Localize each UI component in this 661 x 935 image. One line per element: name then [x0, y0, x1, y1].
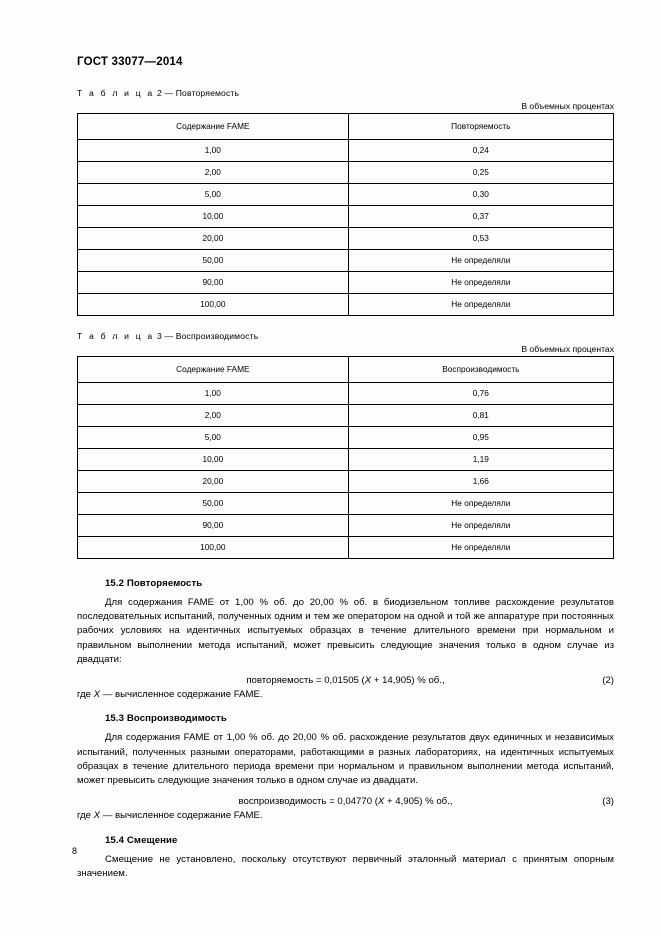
cell-repeatability: 0,37 — [348, 206, 613, 228]
table-repeatability — [77, 113, 614, 316]
cell-fame-content: 20,00 — [78, 471, 349, 493]
table-row — [78, 383, 614, 405]
cell-fame-content: 90,00 — [78, 515, 349, 537]
section-heading-15-3: 15.3 Воспроизводимость — [105, 713, 227, 725]
cell-fame-content: 1,00 — [78, 140, 349, 162]
table-row — [78, 449, 614, 471]
column-header-reproducibility: Воспроизводимость — [348, 357, 613, 383]
where-variable: X — [93, 689, 101, 701]
where-prefix: где — [77, 810, 94, 822]
table-row — [78, 228, 614, 250]
table-2-caption — [77, 88, 614, 98]
cell-fame-content: 2,00 — [78, 162, 349, 184]
table-3-caption-dash: — — [164, 331, 174, 341]
formula-3 — [77, 795, 614, 809]
where-prefix: где — [77, 689, 94, 701]
cell-fame-content: 1,00 — [78, 383, 349, 405]
table-header-row — [78, 357, 614, 383]
where-suffix: — вычисленное содержание FAME. — [100, 810, 263, 822]
table-3-units: В объемных процентах — [521, 344, 614, 354]
table-3-caption-title: Воспроизводимость — [175, 331, 259, 341]
table-2-caption-dash: — — [164, 88, 174, 98]
cell-fame-content: 20,00 — [78, 228, 349, 250]
cell-fame-content: 90,00 — [78, 272, 349, 294]
table-row — [78, 162, 614, 184]
cell-repeatability: Не определяли — [348, 272, 613, 294]
section-15-4-paragraph: Смещение не установлено, поскольку отсутствуют первичный эталонный материал с принятым опорным значением. — [77, 853, 614, 879]
cell-repeatability: 0,53 — [348, 228, 613, 250]
table-row — [78, 206, 614, 228]
cell-reproducibility: Не определяли — [348, 493, 613, 515]
formula-2 — [77, 674, 614, 688]
cell-reproducibility: 0,76 — [348, 383, 613, 405]
table-row — [78, 493, 614, 515]
column-header-fame-content: Содержание FAME — [78, 114, 349, 140]
cell-repeatability: Не определяли — [348, 250, 613, 272]
cell-repeatability: 0,24 — [348, 140, 613, 162]
table-row — [78, 405, 614, 427]
table-row — [78, 184, 614, 206]
formula-2-left: повторяемость = 0,01505 ( — [246, 675, 365, 687]
cell-reproducibility: 1,66 — [348, 471, 613, 493]
cell-fame-content: 2,00 — [78, 405, 349, 427]
cell-reproducibility: 1,19 — [348, 449, 613, 471]
formula-2-right: + 14,905) % об., — [371, 675, 445, 687]
formula-2-where — [77, 688, 614, 702]
document-header: ГОСТ 33077—2014 — [77, 56, 183, 68]
formula-2-number: (2) — [602, 675, 614, 687]
table-3-caption-label: Т а б л и ц а — [77, 331, 155, 341]
document-body — [77, 88, 614, 881]
table-reproducibility — [77, 356, 614, 559]
section-heading-15-2: 15.2 Повторяемость — [105, 578, 203, 589]
table-header-row — [78, 114, 614, 140]
cell-fame-content: 10,00 — [78, 449, 349, 471]
table-3-caption-number: 3 — [156, 331, 162, 341]
cell-fame-content: 50,00 — [78, 250, 349, 272]
section-15-2-paragraph: Для содержания FAME от 1,00 % об. до 20,00 % об. в биодизельном топливе расхождение результатов последовательных испытаний, полученных одним и тем же оператором на одной и той же аппаратуре при постоянных рабочих условиях на идентичных испытуемых образцах в течение длительного времени при нормальном и правильном выполнении метода испытаний, может превысить следующие значения только в одном случае из двадцати: — [77, 597, 614, 665]
formula-3-where — [77, 809, 614, 823]
table-row — [78, 515, 614, 537]
column-header-fame-content: Содержание FAME — [78, 357, 349, 383]
table-2-caption-title: Повторяемость — [175, 88, 240, 98]
cell-fame-content: 50,00 — [78, 493, 349, 515]
cell-repeatability: 0,30 — [348, 184, 613, 206]
cell-fame-content: 10,00 — [78, 206, 349, 228]
cell-reproducibility: 0,81 — [348, 405, 613, 427]
formula-3-left: воспроизводимость = 0,04770 ( — [238, 796, 378, 808]
cell-reproducibility: 0,95 — [348, 427, 613, 449]
where-variable: X — [93, 810, 101, 822]
formula-3-right: + 4,905) % об., — [384, 796, 453, 808]
cell-repeatability: Не определяли — [348, 294, 613, 316]
cell-repeatability: 0,25 — [348, 162, 613, 184]
table-2-caption-number: 2 — [156, 88, 162, 98]
cell-fame-content: 5,00 — [78, 184, 349, 206]
table-row — [78, 427, 614, 449]
cell-fame-content: 100,00 — [78, 537, 349, 559]
cell-reproducibility: Не определяли — [348, 515, 613, 537]
cell-fame-content: 5,00 — [78, 427, 349, 449]
table-3-caption — [77, 331, 614, 341]
table-row — [78, 294, 614, 316]
column-header-repeatability: Повторяемость — [348, 114, 613, 140]
table-2-units: В объемных процентах — [521, 101, 614, 111]
formula-3-number: (3) — [602, 796, 614, 808]
table-row — [78, 537, 614, 559]
table-2-caption-label: Т а б л и ц а — [77, 88, 155, 98]
formula-3-variable: X — [377, 796, 385, 808]
page-number: 8 — [72, 846, 78, 856]
table-row — [78, 272, 614, 294]
section-15-3-paragraph: Для содержания FAME от 1,00 % об. до 20,00 % об. расхождение результатов двух единичных и независимых испытаний, полученных разными операторами, работающими в разных лабораториях, на идентичных испытуемых образцах в течение длительного периода времени при нормальном и правильном выполнении метода испытаний, может превысить следующие значения только в одном случае из двадцати. — [77, 732, 614, 787]
section-heading-15-4: 15.4 Смещение — [105, 834, 178, 846]
table-row — [78, 140, 614, 162]
table-row — [78, 471, 614, 493]
where-suffix: — вычисленное содержание FAME. — [100, 689, 263, 701]
formula-2-variable: X — [364, 675, 372, 687]
cell-reproducibility: Не определяли — [348, 537, 613, 559]
table-row — [78, 250, 614, 272]
cell-fame-content: 100,00 — [78, 294, 349, 316]
